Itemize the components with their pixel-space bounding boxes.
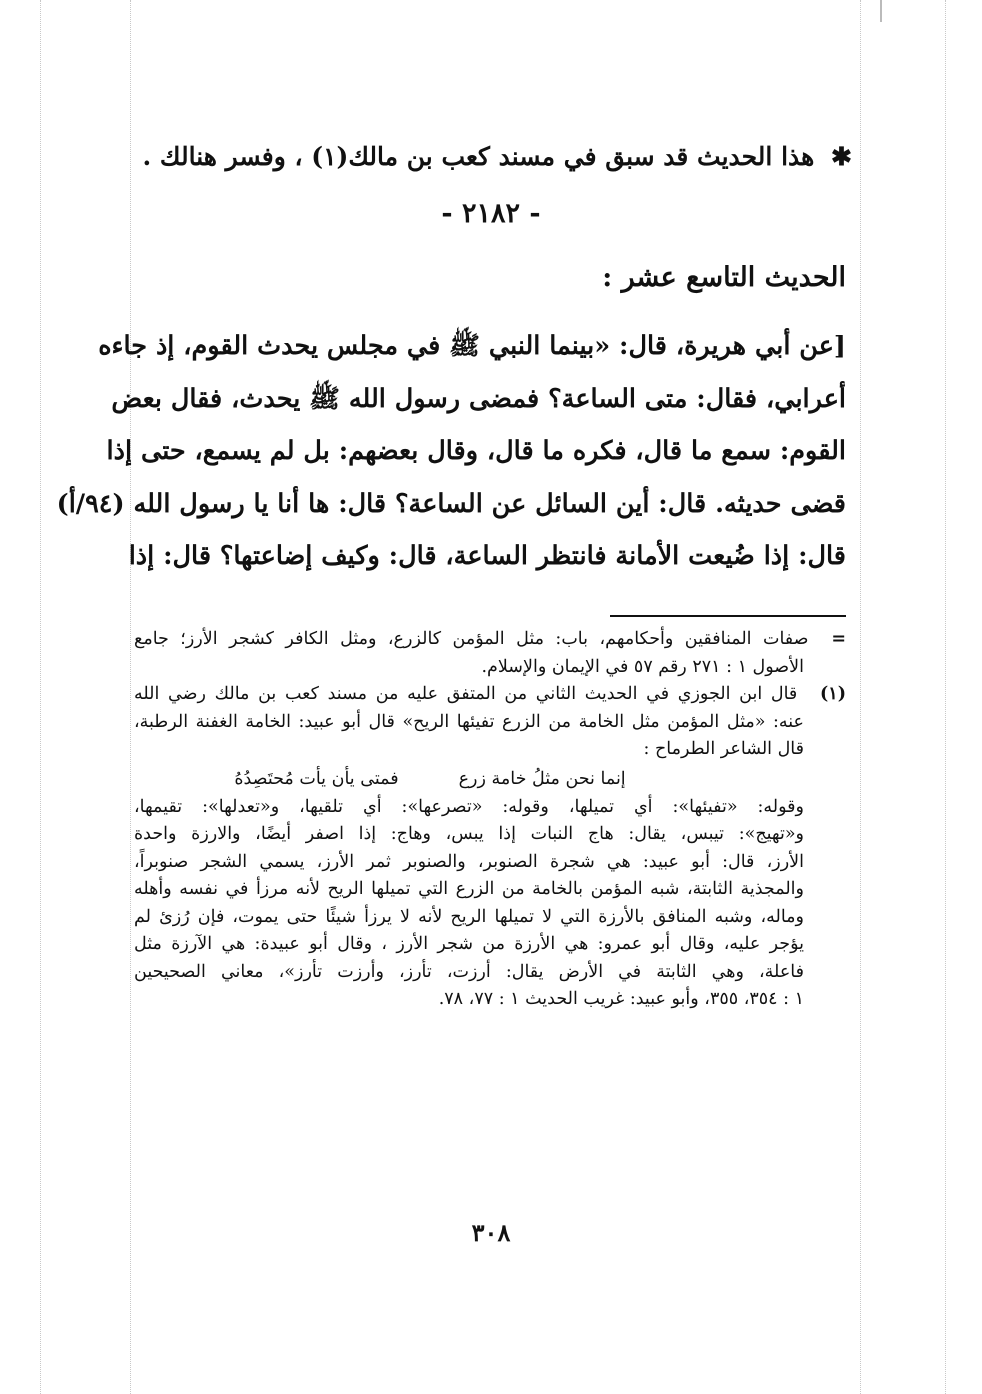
footnote-line: الأصول ١ : ٢٧١ رقم ٥٧ في الإيمان والإسلام.	[481, 656, 804, 677]
footnote-line: وقوله: «تفيئها»: أي تميلها، وقوله: «تصرعها»: أي تلقيها، و«تعدلها»: تقيمها،	[134, 796, 804, 817]
footnote-line: الأرز، قال: أبو عبيد: هي شجرة الصنوبر، والصنوبر ثمر الأرز، يسمي الشجر صنوبراً،	[134, 851, 804, 872]
section-title: الحديث التاسع عشر :	[602, 262, 846, 293]
footnote-line: يؤجر عليه، وقال أبو عمرو: هي الأرزة من شجر الأرز ، وقال أبو عبيدة: هي الآرزة مثل	[134, 934, 804, 954]
footnote-text: قال ابن الجوزي في الحديث الثاني من المتفق عليه من مسند كعب بن مالك رضي الله	[134, 684, 798, 704]
main-text-line: [عن أبي هريرة، قال: «بينما النبي ﷺ في مجلس يحدث القوم، إذ جاءه	[98, 331, 846, 361]
footnotes	[134, 626, 846, 1014]
main-text	[56, 320, 846, 583]
continuation-marker: =	[831, 629, 846, 649]
main-text-line: قال: إذا ضُيعت الأمانة فانتظر الساعة، قال: وكيف إضاعتها؟ قال: إذا	[128, 541, 846, 571]
poetry-verse	[134, 764, 846, 794]
star-icon: ✱	[831, 142, 852, 171]
footnote-line: وماله، وشبه المنافق بالأرزة التي لا تميلها الريح لأنه لا يرزأ شيئًا حتى يموت، فإن رُزئ لم	[134, 906, 804, 927]
main-text-line: قضى حديثه. قال: أين السائل عن الساعة؟ قال: ها أنا يا رسول الله (٩٤/أ)	[56, 488, 846, 519]
footnote-divider	[610, 615, 846, 617]
hadith-number: - ٢١٨٢ -	[441, 198, 541, 229]
main-text-line: أعرابي، فقال: متى الساعة؟ فمضى رسول الله ﷺ يحدث، فقال بعض	[111, 383, 846, 414]
footnote-line: عنه: «مثل المؤمن مثل الخامة من الزرع تفيئها الريح» قال أبو عبيد: الخامة الغفنة الرطبة،	[134, 711, 804, 732]
footnote-line	[134, 681, 846, 709]
scan-artifact-mark	[880, 0, 882, 22]
main-text-line: القوم: سمع ما قال، فكره ما قال، وقال بعضهم: بل لم يسمع، حتى إذا	[106, 436, 846, 466]
intro-paragraph	[132, 140, 852, 174]
footnote-number: (١)	[820, 684, 846, 704]
page-number: ٣٠٨	[471, 1218, 511, 1247]
verse-hemistich-first: إنما نحن مثلُ خامة زرع	[458, 768, 626, 789]
footnote-line: قال الشاعر الطرماح :	[643, 739, 804, 759]
footnote-line: والمجذية الثابتة، شبه المؤمن بالخامة من الزرع التي تميلها الريح لأنه مرزأ في نفسه وأهله	[134, 879, 804, 899]
intro-text: هذا الحديث قد سبق في مسند كعب بن مالك(١) ، وفسر هنالك .	[142, 142, 815, 171]
footnote-line: ١ : ٣٥٤، ٣٥٥، وأبو عبيد: غريب الحديث ١ : ٧٧، ٧٨.	[438, 989, 804, 1009]
footnote-line: فاعلة، وهي الثابتة في الأرض يقال: أرزت، تأرز، وأرزت تأرز»، معاني الصحيحين	[134, 961, 804, 982]
footnote-line	[134, 626, 846, 654]
verse-hemistich-second: فمتى يأن يأت مُحتَصِدُهُ	[234, 768, 399, 789]
footnote-text: صفات المنافقين وأحكامهم، باب: مثل المؤمن كالزرع، ومثل الكافر كشجر الأرز؛ جامع	[134, 629, 809, 649]
footnote-line: و«تهيج»: تيبس، يقال: هاج النبات إذا يبس، وهاج: إذا اصفر أيضًا، والارزة واحدة	[134, 824, 804, 844]
